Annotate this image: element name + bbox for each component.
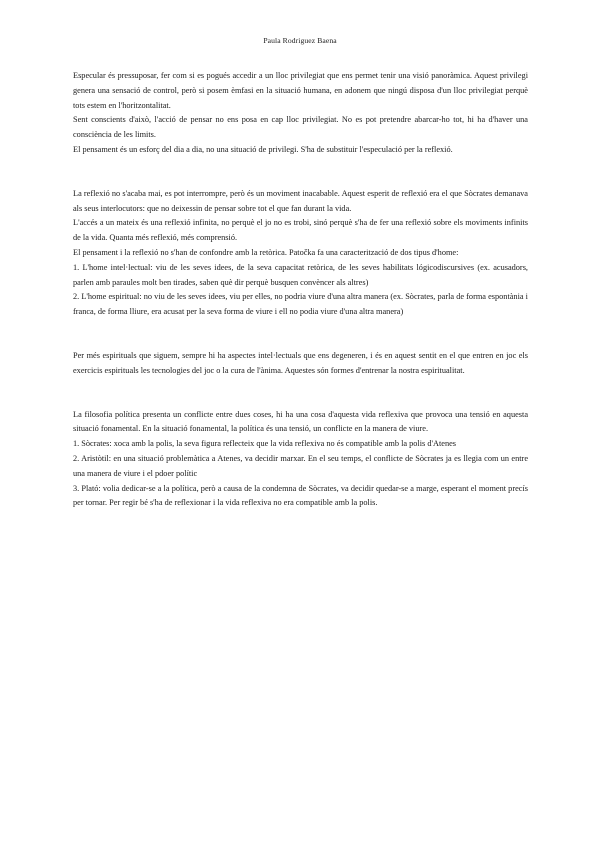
section-spiritual-exercises xyxy=(73,349,528,379)
list-item: 3. Plató: volia dedicar-se a la política, però a causa de la condemna de Sòcrates, va decidir quedar-se a marge, esperant el moment precís per tornar. Per regir bé s'ha de reflexionar i la vida reflexiva no era compatible amb la polis. xyxy=(73,483,528,508)
author-header: Paula Rodriguez Baena xyxy=(263,36,337,45)
list-item: 1. Sòcrates: xoca amb la polis, la seva figura reflecteix que la vida reflexiva no és compatible amb la polis d'Atenes xyxy=(73,439,457,449)
paragraph: Sent conscients d'això, l'acció de pensar no ens posa en cap lloc privilegiat. No es pot pretendre abarcar-ho tot, hi ha d'haver una consciència de les limits. xyxy=(73,115,528,140)
section-speculation xyxy=(73,69,528,158)
paragraph: La filosofia política presenta un conflicte entre dues coses, hi ha una cosa d'aquesta vida reflexiva que provoca una tensió en aquesta situació fonamental. En la situació fonamental, la política és una tensió, un conflicte en la manera de viure. xyxy=(73,409,528,434)
section-reflection xyxy=(73,187,528,320)
section-spacer xyxy=(73,379,528,408)
paragraph: Especular és pressuposar, fer com si es pogués accedir a un lloc privilegiat que ens permet tenir una visió panoràmica. Aquest privilegi genera una sensació de control, però si posem èmfasi en la situació humana, en adonem que ningú disposa d'un lloc privilegiat perquè tots estem en l'horitzontalitat. xyxy=(73,71,528,110)
section-political-philosophy xyxy=(73,408,528,512)
section-spacer xyxy=(73,320,528,349)
paragraph: La reflexió no s'acaba mai, es pot interrompre, però és un moviment inacabable. Aquest esperit de reflexió era el que Sòcrates demanava als seus interlocutors: que no deixessin de pensar sobre tot el que fan durant la vida. xyxy=(73,188,528,213)
section-spacer xyxy=(73,158,528,187)
list-item: 1. L'home intel·lectual: viu de les seves idees, de la seva capacitat retòrica, de les seves habilitats lógicodiscursives (ex. acusadors, parlen amb paraules molt ben tirades, saben què dir perquè busquen convèncer als altres) xyxy=(73,262,528,287)
paragraph: El pensament és un esforç del dia a dia, no una situació de privilegi. S'ha de substituir l'especulació per la reflexió. xyxy=(73,144,453,154)
paragraph: El pensament i la reflexió no s'han de confondre amb la retòrica. Patočka fa una caracterització de dos tipus d'home: xyxy=(73,247,459,257)
list-item: 2. Aristòtil: en una situació problemàtica a Atenes, va decidir marxar. En el seu temps, el conflicte de Sòcrates ja es llegia com un entre una manera de viure i el pdoer polític xyxy=(73,453,528,478)
document-body xyxy=(73,69,528,511)
paragraph: L'accés a un mateix és una reflexió infinita, no perquè el jo no es trobi, sinó perquè s'ha de fer una reflexió sobre els moviments infinits de la vida. Quanta més reflexió, més comprensió. xyxy=(73,218,528,243)
paragraph: Per més espirituals que siguem, sempre hi ha aspectes intel·lectuals que ens degeneren, i és en aquest sentit en el que entren en joc els exercicis espirituals les tecnologies del joc o la cura de l'ànima. Aquestes són formes d'entrenar la nostra espiritualitat. xyxy=(73,350,528,375)
list-item: 2. L'home espiritual: no viu de les seves idees, viu per elles, no podria viure d'una altra manera (ex. Sòcrates, parla de forma espontània i franca, de forma lliure, era acusat per la seva forma de viure i ell no podia viure d'una altra manera) xyxy=(73,292,528,317)
